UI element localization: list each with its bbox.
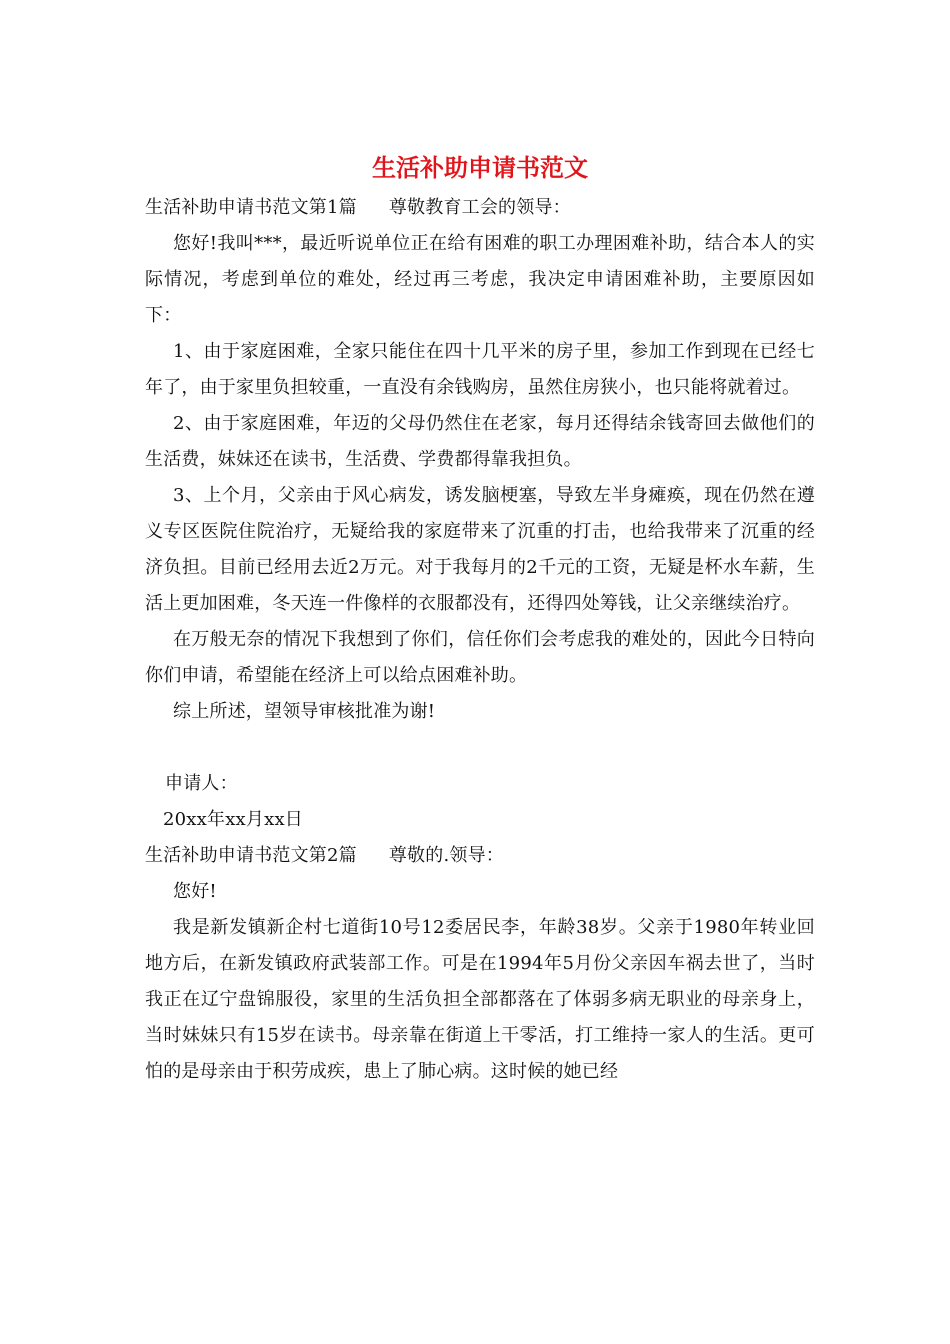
article2-paragraph-1: 我是新发镇新企村七道街10号12委居民李，年龄38岁。父亲于1980年转业回地方后，在新发镇政府武装部工作。可是在1994年5月份父亲因车祸去世了，当时我正在辽宁盘锦服役，家里的生活负担全部都落在了体弱多病无职业的母亲身上，当时妹妹只有15岁在读书。母亲靠在街道上干零活，打工维持一家人的生活。更可怕的是母亲由于积劳成疾，患上了肺心病。这时候的她已经 — [145, 917, 815, 1082]
article2-heading: 生活补助申请书范文第2篇 — [145, 845, 357, 866]
article1-heading-line — [145, 190, 815, 226]
article1-greeting-paragraph: 您好!我叫***，最近听说单位正在给有困难的职工办理困难补助，结合本人的实际情况，考虑到单位的难处，经过再三考虑，我决定申请困难补助，主要原因如下： — [145, 233, 815, 326]
document-title: 生活补助申请书范文 — [372, 153, 588, 182]
article1-closing: 综上所述，望领导审核批准为谢! — [173, 701, 436, 722]
document-page — [145, 148, 815, 1090]
article1-plea: 在万般无奈的情况下我想到了你们，信任你们会考虑我的难处的，因此今日特向你们申请，希望能在经济上可以给点困难补助。 — [145, 629, 815, 686]
article1-reason-1: 1、由于家庭困难，全家只能住在四十几平米的房子里，参加工作到现在已经七年了，由于家里负担较重，一直没有余钱购房，虽然住房狭小，也只能将就着过。 — [145, 341, 815, 398]
article1-reason-3: 3、上个月，父亲由于风心病发，诱发脑梗塞，导致左半身瘫痪，现在仍然在遵义专区医院住院治疗，无疑给我的家庭带来了沉重的打击，也给我带来了沉重的经济负担。目前已经用去近2万元。对于我每月的2千元的工资，无疑是杯水车薪，生活上更加困难，冬天连一件像样的衣服都没有，还得四处筹钱，让父亲继续治疗。 — [145, 485, 815, 614]
article1-salutation: 尊敬教育工会的领导： — [388, 197, 571, 218]
article2-salutation: 尊敬的.领导： — [388, 845, 504, 866]
article1-date: 20xx年xx月xx日 — [163, 809, 304, 830]
article1-applicant: 申请人： — [165, 773, 238, 794]
article1-heading: 生活补助申请书范文第1篇 — [145, 197, 357, 218]
article2-greeting: 您好! — [173, 881, 217, 902]
article2-heading-line — [145, 838, 815, 874]
article1-reason-2: 2、由于家庭困难，年迈的父母仍然住在老家，每月还得结余钱寄回去做他们的生活费，妹妹还在读书，生活费、学费都得靠我担负。 — [145, 413, 815, 470]
spacer — [145, 730, 815, 766]
